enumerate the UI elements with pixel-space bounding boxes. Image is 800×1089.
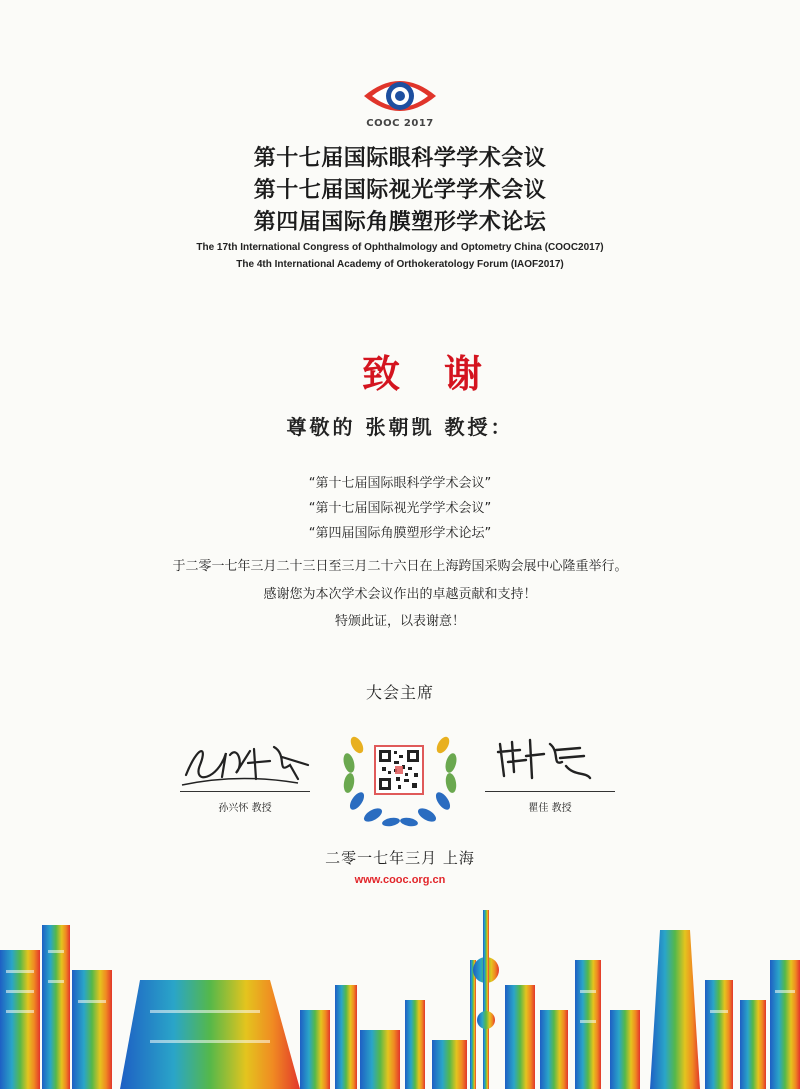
title-cn-1: 第十七届国际眼科学学术会议 (253, 146, 547, 171)
signatory-right-name: 瞿佳 教授 (528, 803, 572, 814)
signature-line-left (180, 791, 310, 792)
signature-line-right (485, 791, 615, 792)
website-link[interactable]: www.cooc.org.cn (354, 874, 446, 886)
signature-left-icon (178, 735, 318, 790)
title-en-1: The 17th International Congress of Ophthalmology and Optometry China (COOC2017) (196, 242, 604, 253)
body-line-3: “第四届国际角膜塑形学术论坛” (308, 526, 492, 541)
logo-text: COOC 2017 (366, 118, 434, 129)
date-place: 二零一七年三月 上海 (325, 849, 475, 867)
title-cn-2: 第十七届国际视光学学术会议 (253, 178, 547, 203)
shanghai-skyline-illustration (0, 890, 800, 1089)
thanks-heading: 致谢 (361, 351, 526, 396)
signature-right-icon (490, 732, 600, 790)
chair-label: 大会主席 (365, 683, 434, 702)
body-line-2: “第十七届国际视光学学术会议” (308, 501, 492, 516)
qr-code-icon (374, 745, 424, 795)
signatory-left-name: 孙兴怀 教授 (218, 803, 272, 814)
body-line-5: 感谢您为本次学术会议作出的卓越贡献和支持！ (263, 587, 537, 602)
body-line-1: “第十七届国际眼科学学术会议” (308, 476, 492, 491)
title-en-2: The 4th International Academy of Orthokeratology Forum (IAOF2017) (236, 259, 564, 270)
title-cn-3: 第四届国际角膜塑形学术论坛 (253, 210, 547, 235)
cooc-eye-logo-icon (360, 72, 440, 120)
salutation: 尊敬的 张朝凯 教授： (286, 415, 514, 439)
body-line-6: 特颁此证，以表谢意！ (334, 614, 465, 629)
body-line-4: 于二零一七年三月二十三日至三月二十六日在上海跨国采购会展中心隆重举行。 (172, 559, 628, 574)
